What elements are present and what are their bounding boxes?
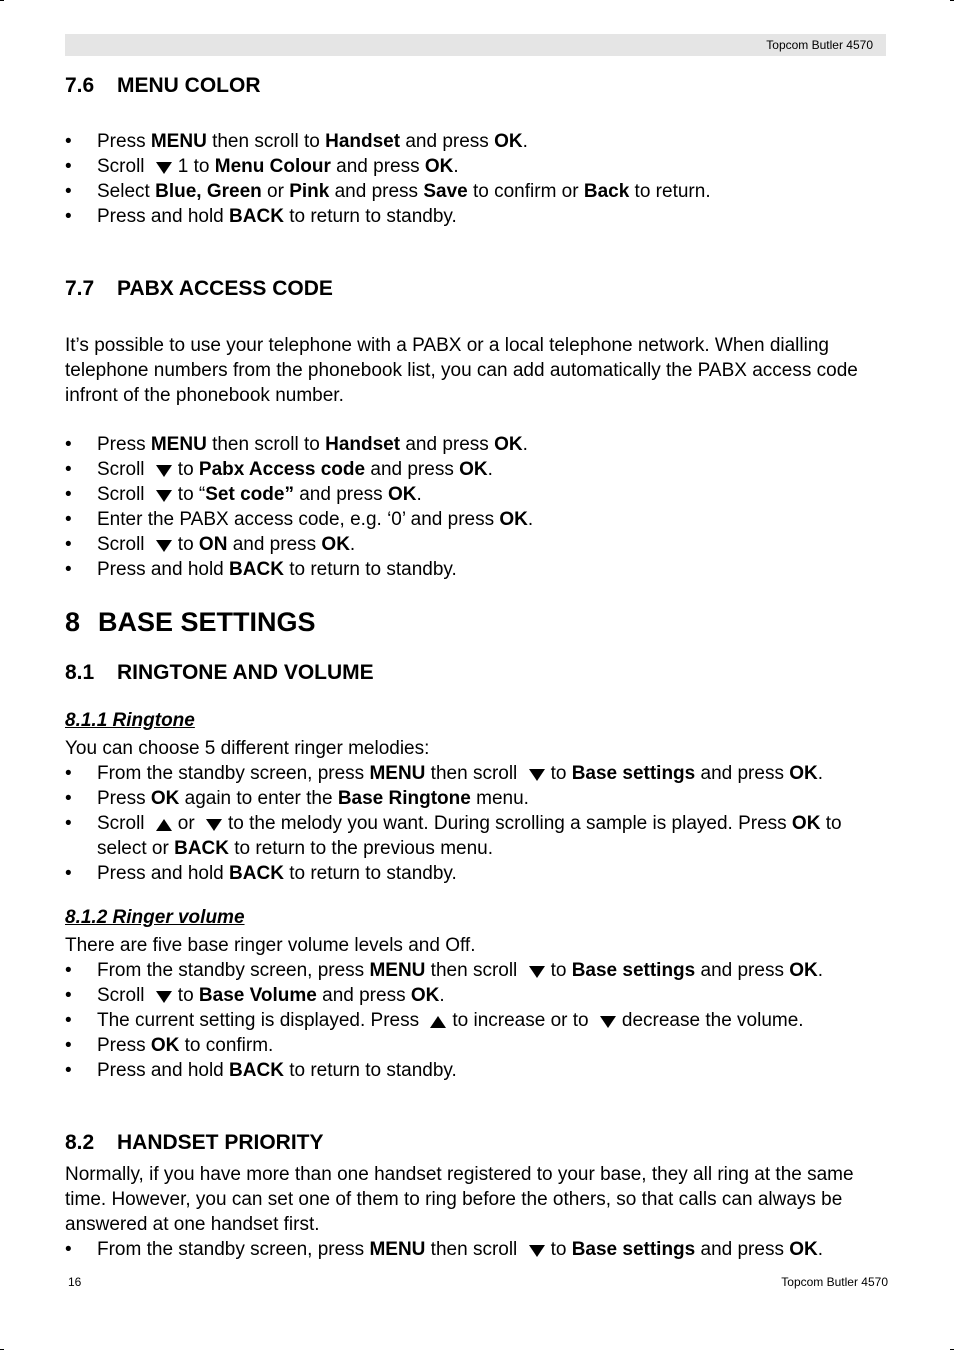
crop-mark (950, 0, 954, 1)
list-item: • Press and hold BACK to return to standby. (65, 559, 457, 580)
crop-mark (0, 0, 4, 1)
chapter-heading-8: 8 BASE SETTINGS (65, 607, 316, 637)
list-item: • Scroll to “Set code” and press OK. (65, 484, 422, 505)
section-heading-7-6: 7.6 MENU COLOR (65, 74, 261, 97)
list-item: • Scroll to ON and press OK. (65, 534, 356, 555)
list-item: • Press OK to confirm. (65, 1035, 274, 1056)
handset-priority-intro: Normally, if you have more than one handset registered to your base, they all ring at the same time. However, you can set one of them to ring before the others, so that calls can always be answered at one handset first. (65, 1164, 854, 1235)
down-triangle-icon (156, 540, 172, 552)
down-triangle-icon (156, 490, 172, 502)
section-heading-7-7: 7.7 PABX ACCESS CODE (65, 277, 333, 300)
footer-title: Topcom Butler 4570 (781, 1275, 888, 1289)
list-item: • Press and hold BACK to return to standby. (65, 863, 457, 884)
list-item: • Press MENU then scroll to Handset and press OK. (65, 434, 528, 455)
list-item: • Press OK again to enter the Base Ringtone menu. (65, 788, 529, 809)
list-item: • From the standby screen, press MENU then scroll to Base settings and press OK. (65, 960, 824, 981)
list-item: • Scroll 1 to Menu Colour and press OK. (65, 156, 459, 177)
pabx-intro: It’s possible to use your telephone with a PABX or a local telephone network. When dialling telephone numbers from the phonebook list, you can add automatically the PABX access code infront of the phonebook number. (65, 335, 858, 406)
list-item: • From the standby screen, press MENU then scroll to Base settings and press OK. (65, 763, 824, 784)
section-heading-8-1: 8.1 RINGTONE AND VOLUME (65, 661, 374, 684)
list-item: • Scroll or to the melody you want. During scrolling a sample is played. Press OK to select or BACK to return to the previous menu. (65, 813, 842, 859)
header-title: Topcom Butler 4570 (766, 38, 873, 52)
list-item: • Press MENU then scroll to Handset and press OK. (65, 131, 528, 152)
list-item: • Select Blue, Green or Pink and press Save to confirm or Back to return. (65, 181, 711, 202)
list-item: • Scroll to Pabx Access code and press OK. (65, 459, 493, 480)
ringtone-intro: You can choose 5 different ringer melodies: (65, 738, 430, 759)
subsection-heading-ringtone: 8.1.1 Ringtone (65, 710, 195, 731)
handset-priority-steps (65, 1237, 887, 1262)
down-triangle-icon (156, 162, 172, 174)
down-triangle-icon (206, 819, 222, 831)
list-item: • Scroll to Base Volume and press OK. (65, 985, 445, 1006)
down-triangle-icon (156, 991, 172, 1003)
section-heading-8-2: 8.2 HANDSET PRIORITY (65, 1131, 324, 1154)
subsection-heading-ringer-volume: 8.1.2 Ringer volume (65, 907, 245, 928)
menu-color-steps (65, 129, 887, 229)
down-triangle-icon (529, 1245, 545, 1257)
up-triangle-icon (430, 1016, 446, 1028)
up-triangle-icon (156, 819, 172, 831)
ringer-volume-steps (65, 958, 887, 1083)
down-triangle-icon (600, 1016, 616, 1028)
list-item: • The current setting is displayed. Press to increase or to decrease the volume. (65, 1010, 804, 1031)
down-triangle-icon (529, 769, 545, 781)
page-number: 16 (68, 1275, 82, 1289)
running-header (65, 34, 886, 56)
ringer-volume-intro: There are five base ringer volume levels and Off. (65, 935, 476, 956)
ringtone-steps (65, 761, 887, 886)
crop-mark (950, 1349, 954, 1350)
list-item: • Press and hold BACK to return to standby. (65, 1060, 457, 1081)
down-triangle-icon (156, 465, 172, 477)
pabx-steps (65, 432, 887, 582)
list-item: • Press and hold BACK to return to standby. (65, 206, 457, 227)
crop-mark (0, 1349, 4, 1350)
list-item: • From the standby screen, press MENU then scroll to Base settings and press OK. (65, 1239, 824, 1260)
down-triangle-icon (529, 966, 545, 978)
list-item: • Enter the PABX access code, e.g. ‘0’ and press OK. (65, 509, 534, 530)
